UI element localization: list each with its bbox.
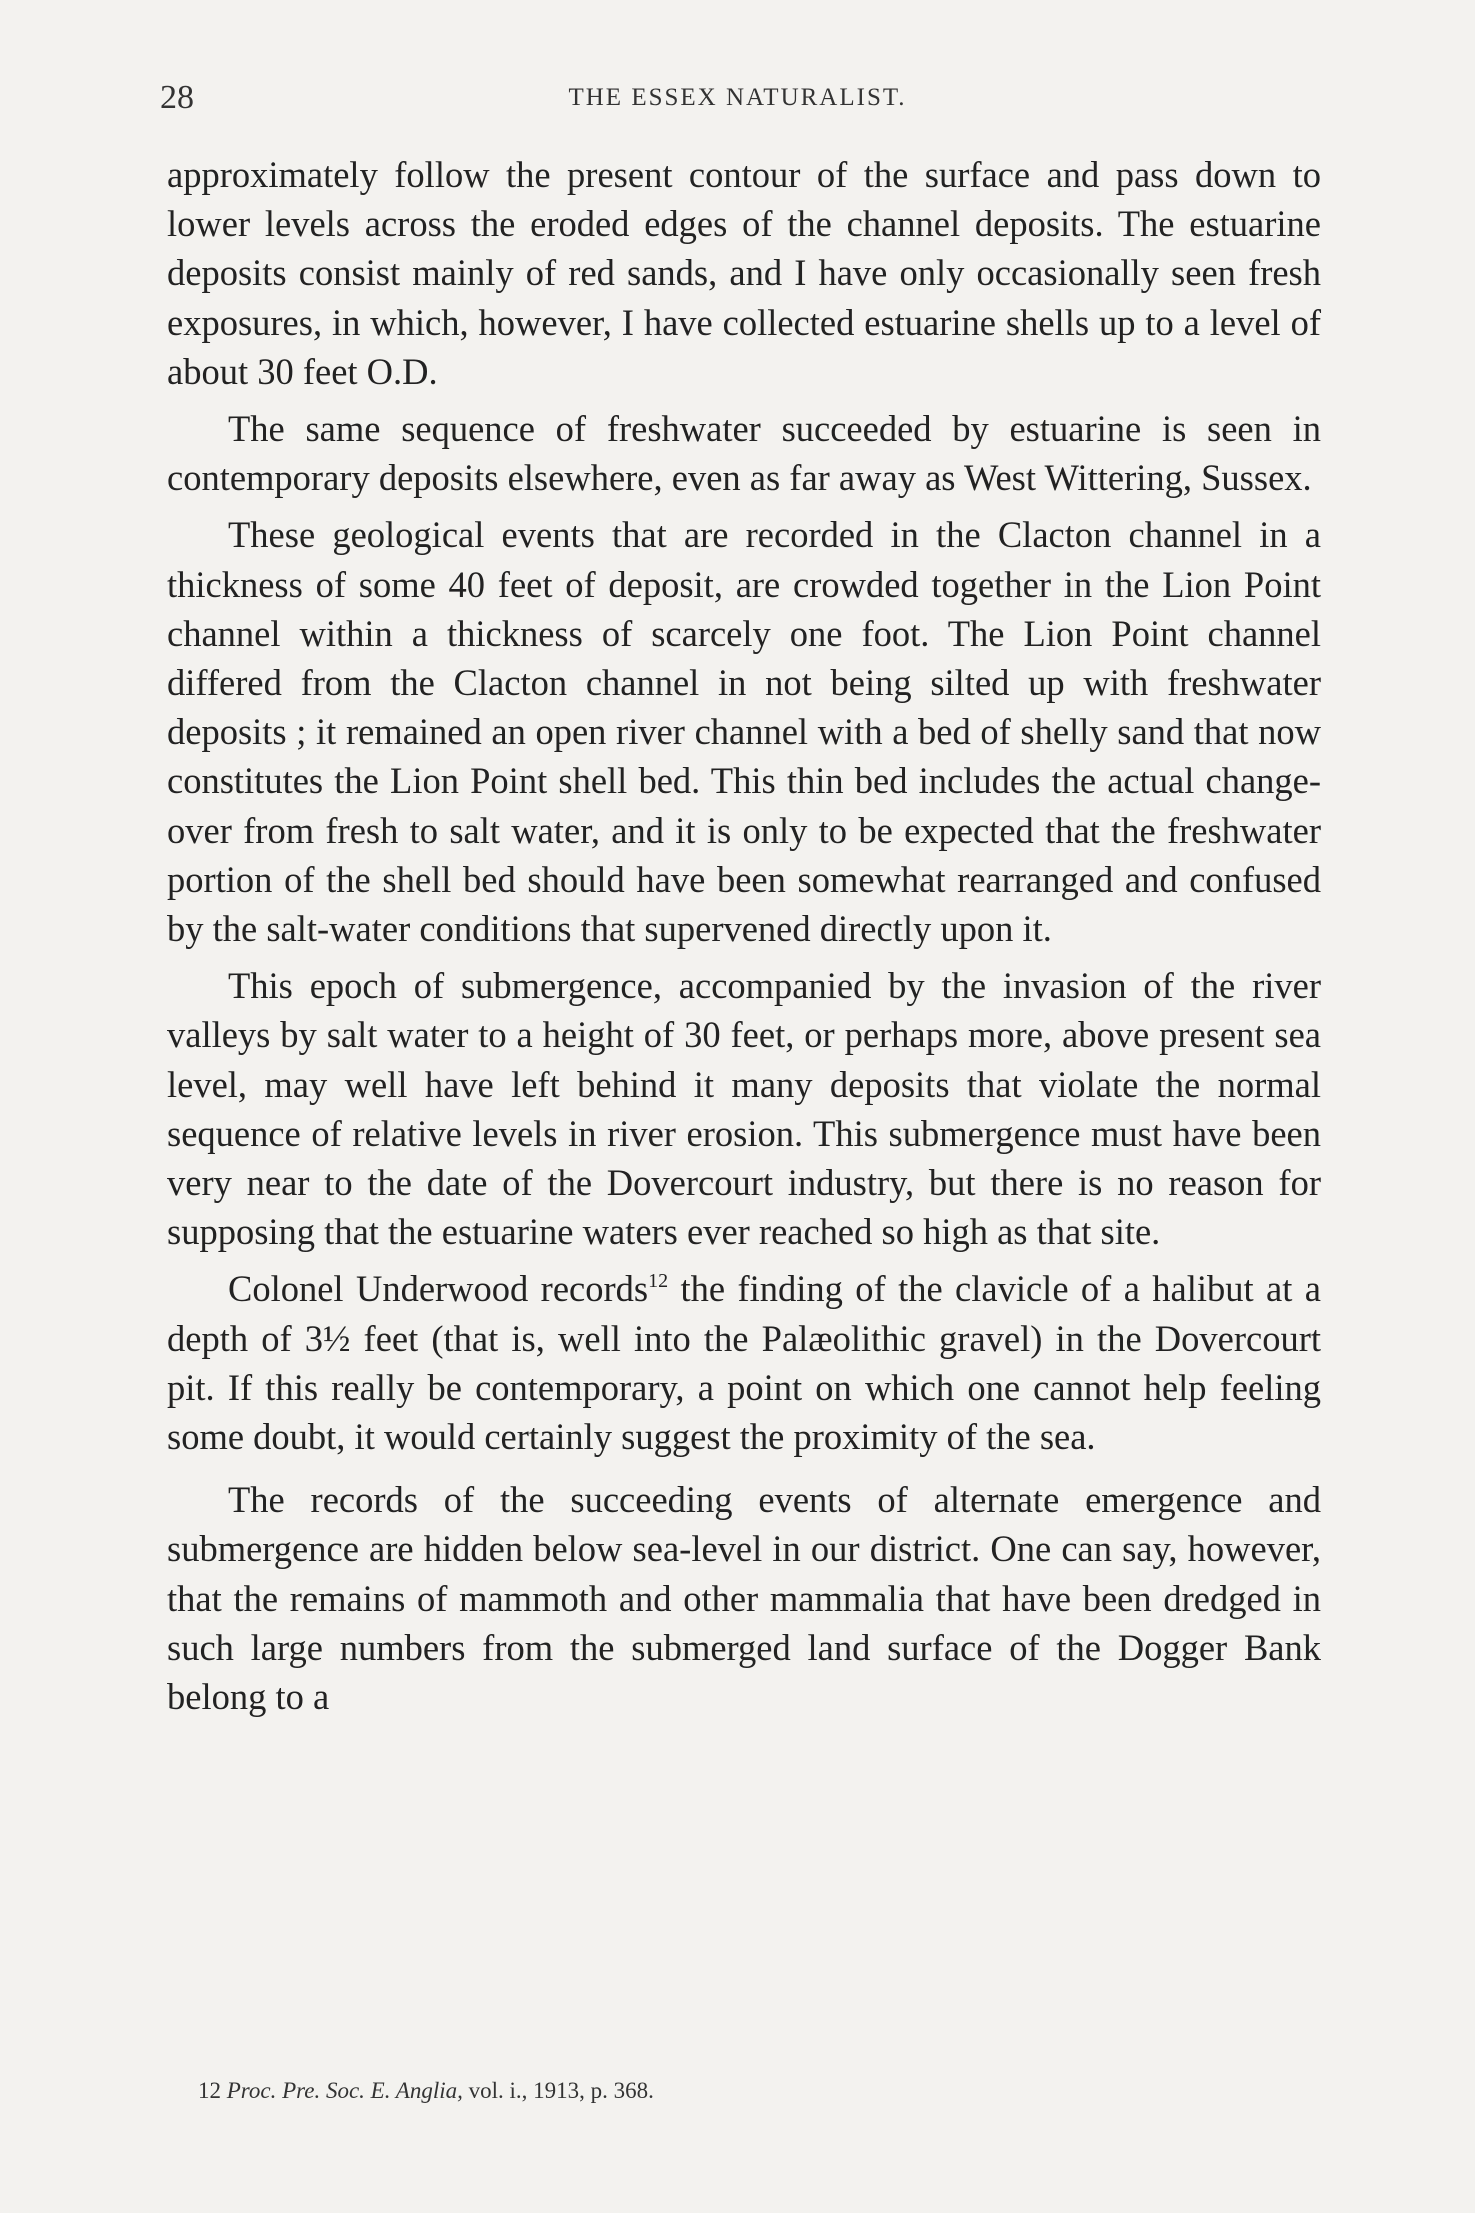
- footnote-number: 12: [198, 2078, 221, 2103]
- paragraph: This epoch of submergence, accompanied by the invasion of the river valleys by salt water to a height of 30 feet, or perhaps more, above present sea level, may well have left behind it many deposits that violate the normal sequence of relative levels in river erosion. This submergence must have been very near to the date of the Dovercourt industry, but there is no reason for supposing that the estuarine waters ever reached so high as that site.: [167, 965, 1321, 1253]
- paragraph: The same sequence of freshwater succeeded by estuarine is seen in contemporary deposits elsewhere, even as far away as West Wittering, Sussex.: [167, 408, 1321, 499]
- paragraph-text: the finding of the clavicle of a halibut at a depth of 3½ feet (that is, well into the Palæolithic gravel) in the Dovercourt pit. If this really be contemporary, a point on which one cannot help feeling some doubt, it would certainly suggest the proximity of the sea.: [167, 1268, 1321, 1458]
- paragraph: The records of the succeeding events of alternate emergence and submergence are hidden below sea-level in our district. One can say, however, that the remains of mammoth and other mammalia that have been dredged in such large numbers from the submerged land surface of the Dogger Bank belong to a: [167, 1479, 1321, 1718]
- paragraph: These geological events that are recorded in the Clacton channel in a thickness of some 40 feet of deposit, are crowded together in the Lion Point channel within a thickness of scarcely one foot. The Lion Point channel differed from the Clacton channel in not being silted up with freshwater deposits ; it remained an open river channel with a bed of shelly sand that now constitutes the Lion Point shell bed. This thin bed includes the actual change-over from fresh to salt water, and it is only to be expected that the freshwater portion of the shell bed should have been somewhat rearranged and confused by the salt-water conditions that supervened directly upon it.: [167, 514, 1321, 950]
- paragraph: approximately follow the present contour of the surface and pass down to lower levels across the eroded edges of the channel deposits. The estuarine deposits consist mainly of red sands, and I have only occasionally seen fresh exposures, in which, however, I have collected estuarine shells up to a level of about 30 feet O.D.: [167, 154, 1321, 392]
- footnote-journal: Proc. Pre. Soc. E. Anglia,: [226, 2078, 463, 2103]
- footnote-citation: vol. i., 1913, p. 368.: [468, 2078, 654, 2103]
- footnote: [198, 2076, 654, 2106]
- body-text: [167, 150, 1321, 1729]
- page-number: 28: [160, 79, 194, 116]
- paragraph-text: Colonel Underwood records: [228, 1268, 649, 1310]
- paragraph-with-footnote: [167, 1264, 1321, 1461]
- running-head: THE ESSEX NATURALIST.: [568, 84, 907, 111]
- footnote-reference: 12: [648, 1270, 669, 1293]
